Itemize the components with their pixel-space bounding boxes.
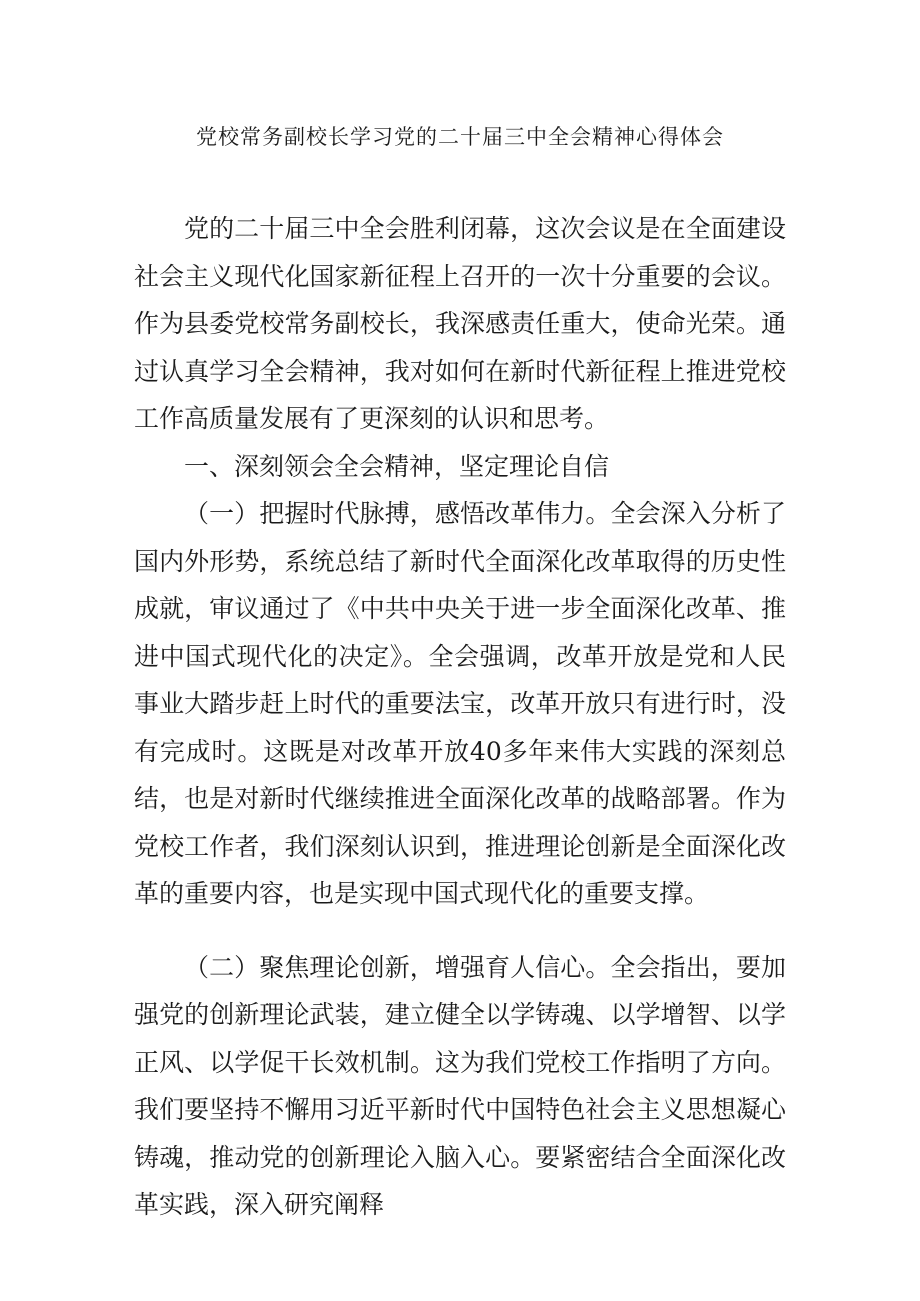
document-body — [134, 205, 786, 1229]
subsection-paragraph-2: （二）聚焦理论创新，增强育人信心。全会指出，要加强党的创新理论武装，建立健全以学铸魂、以学增智、以学正风、以学促干长效机制。这为我们党校工作指明了方向。我们要坚持不懈用习近平新时代中国特色社会主义思想凝心铸魂，推动党的创新理论入脑入心。要紧密结合全面深化改革实践，深入研究阐释 — [134, 952, 786, 1219]
section-heading: 一、深刻领会全会精神，坚定理论自信 — [184, 451, 610, 481]
intro-paragraph: 党的二十届三中全会胜利闭幕，这次会议是在全面建设社会主义现代化国家新征程上召开的一次十分重要的会议。作为县委党校常务副校长，我深感责任重大，使命光荣。通过认真学习全会精神，我对如何在新时代新征程上推进党校工作高质量发展有了更深刻的认识和思考。 — [134, 214, 786, 433]
subsection-paragraph-1: （一）把握时代脉搏，感悟改革伟力。全会深入分析了国内外形势，系统总结了新时代全面深化改革取得的历史性成就，审议通过了《中共中央关于进一步全面深化改革、推进中国式现代化的决定》。全会强调，改革开放是党和人民事业大踏步赶上时代的重要法宝，改革开放只有进行时，没有完成时。这既是对改革开放40多年来伟大实践的深刻总结，也是对新时代继续推进全面深化改革的战略部署。作为党校工作者，我们深刻认识到，推进理论创新是全面深化改革的重要内容，也是实现中国式现代化的重要支撑。 — [134, 499, 786, 908]
document-title: 党校常务副校长学习党的二十届三中全会精神心得体会 — [196, 125, 724, 149]
